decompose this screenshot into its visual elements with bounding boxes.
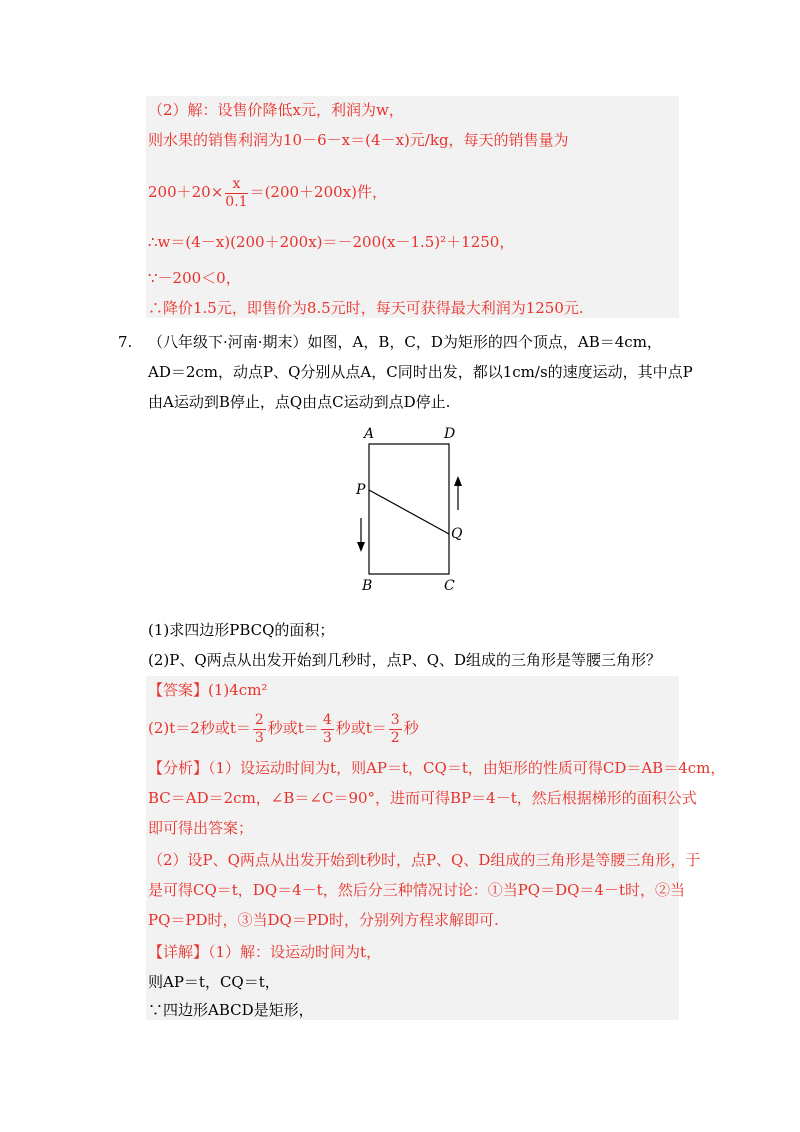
answer-tag: 【答案】 <box>148 681 209 699</box>
segment-pq <box>369 490 449 534</box>
analysis-line-2: BC＝AD＝2cm，∠B＝∠C＝90°，进而可得BP＝4－t，然后根据梯形的面积公式 <box>148 789 697 807</box>
analysis-line-4: （2）设P、Q两点从出发开始到t秒时，点P、Q、D组成的三角形是等腰三角形，于 <box>148 851 701 869</box>
problem-number: 7. <box>118 333 133 351</box>
analysis-line-6: PQ＝PD时，③当DQ＝PD时，分别列方程求解即可. <box>148 911 499 929</box>
analysis-line-1 <box>148 758 725 778</box>
analysis-line-3: 即可得出答案； <box>148 819 254 837</box>
solution-line-5: ∵－200＜0， <box>148 269 241 287</box>
solution-line-3 <box>148 172 387 212</box>
answer-2-post: 秒 <box>403 719 419 737</box>
answer-fraction-3 <box>389 712 402 747</box>
question-1: (1)求四边形PBCQ的面积； <box>148 621 335 639</box>
problem-text-2: AD＝2cm，动点P、Q分别从点A，C同时出发，都以1cm/s的速度运动，其中点P <box>148 363 693 381</box>
rectangle-figure <box>340 422 480 597</box>
label-q: Q <box>451 526 463 542</box>
answer-2-mid1: 秒或t＝ <box>267 719 319 737</box>
answer-2-mid2: 秒或t＝ <box>335 719 387 737</box>
label-b: B <box>362 578 373 594</box>
answer-line-2 <box>148 708 419 748</box>
problem-text-3: 由A运动到B停止，点Q由点C运动到点D停止. <box>148 393 451 411</box>
answer-2-pre: (2)t＝2秒或t＝ <box>148 719 251 737</box>
label-d: D <box>444 426 456 442</box>
answer-fraction-3-num: 3 <box>390 711 400 728</box>
answer-fraction-3-den: 2 <box>390 729 400 746</box>
fraction-numerator: x <box>225 176 247 194</box>
answer-fraction-2-num: 4 <box>322 711 332 728</box>
detail-line-1 <box>148 942 381 962</box>
solution-line-4: ∴w＝(4－x)(200＋200x)＝－200(x－1.5)²＋1250， <box>148 233 515 251</box>
solution-fraction <box>225 176 247 211</box>
analysis-line-1-text: （1）设运动时间为t，则AP＝t，CQ＝t，由矩形的性质可得CD＝AB＝4cm， <box>208 759 726 777</box>
fraction-denominator: 0.1 <box>225 193 248 210</box>
answer-fraction-1-num: 2 <box>254 711 264 728</box>
analysis-line-5: 是可得CQ＝t，DQ＝4－t，然后分三种情况讨论：①当PQ＝DQ＝4－t时，②当 <box>148 881 685 899</box>
solution-line-3-pre: 200＋20× <box>148 183 224 201</box>
answer-line-1 <box>148 680 267 700</box>
question-2: (2)P、Q两点从出发开始到几秒时，点P、Q、D组成的三角形是等腰三角形？ <box>148 651 662 669</box>
arrow-down-head <box>357 542 365 552</box>
label-c: C <box>444 578 455 594</box>
solution-line-6: ∴降价1.5元，即售价为8.5元时，每天可获得最大利润为1250元. <box>148 299 584 317</box>
answer-fraction-2 <box>321 712 334 747</box>
analysis-tag: 【分析】 <box>148 759 209 777</box>
answer-fraction-2-den: 3 <box>322 729 332 746</box>
detail-line-3: ∵四边形ABCD是矩形， <box>148 1001 314 1019</box>
answer-1: (1)4cm² <box>208 681 268 699</box>
answer-fraction-1-den: 3 <box>254 729 264 746</box>
detail-tag: 【详解】 <box>148 943 209 961</box>
rectangle-abcd <box>369 444 449 574</box>
detail-line-2: 则AP＝t，CQ＝t， <box>148 973 280 991</box>
solution-line-2: 则水果的销售利润为10－6－x＝(4－x)元/kg，每天的销售量为 <box>148 131 569 149</box>
label-p: P <box>356 482 366 498</box>
solution-line-3-post: ＝(200＋200x)件， <box>249 183 387 201</box>
solution-line-1: （2）解：设售价降低x元，利润为w， <box>148 101 404 119</box>
label-a: A <box>364 426 375 442</box>
problem-text-1: （八年级下·河南·期末）如图，A，B，C，D为矩形的四个顶点，AB＝4cm， <box>148 333 662 351</box>
answer-fraction-1 <box>253 712 266 747</box>
arrow-up-head <box>454 476 462 486</box>
detail-line-1-text: （1）解：设运动时间为t， <box>208 943 382 961</box>
